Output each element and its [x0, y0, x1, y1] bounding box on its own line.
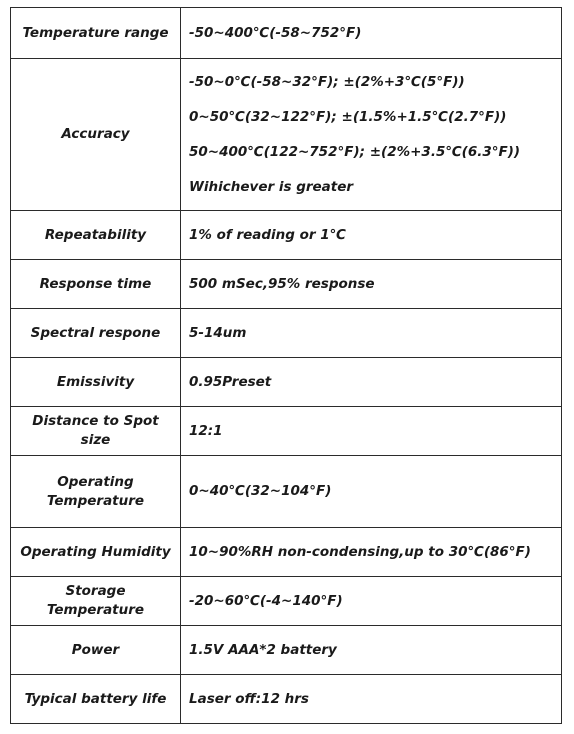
row-label-response-time: Response time — [11, 260, 181, 309]
accuracy-line: Wihichever is greater — [189, 178, 354, 195]
table-row — [11, 260, 562, 309]
row-value-repeatability: 1% of reading or 1℃ — [181, 211, 562, 260]
row-label-storage-temperature: Storage Temperature — [11, 577, 181, 626]
row-value-storage-temperature: -20~60℃(-4~140°F) — [181, 577, 562, 626]
row-label-distance-to-spot: Distance to Spot size — [11, 407, 181, 456]
table-row — [11, 211, 562, 260]
specifications-table — [10, 7, 562, 724]
row-label-spectral-response: Spectral respone — [11, 309, 181, 358]
table-row — [11, 456, 562, 528]
accuracy-line: 50~400℃(122~752°F); ±(2%+3.5℃(6.3°F)) — [189, 143, 521, 160]
table-row — [11, 675, 562, 724]
row-value-emissivity: 0.95Preset — [181, 358, 562, 407]
row-value-distance-to-spot: 12:1 — [181, 407, 562, 456]
row-value-battery-life: Laser off:12 hrs — [181, 675, 562, 724]
accuracy-line: 0~50℃(32~122°F); ±(1.5%+1.5℃(2.7°F)) — [189, 108, 507, 125]
table-row — [11, 8, 562, 59]
table-row — [11, 309, 562, 358]
row-label-accuracy: Accuracy — [11, 59, 181, 211]
accuracy-line: -50~0℃(-58~32°F); ±(2%+3℃(5°F)) — [189, 73, 465, 90]
row-value-spectral-response: 5-14um — [181, 309, 562, 358]
row-label-operating-temperature — [11, 456, 181, 528]
row-label-operating-humidity: Operating Humidity — [11, 528, 181, 577]
label-line: Temperature — [46, 492, 145, 509]
row-value-response-time: 500 mSec,95% response — [181, 260, 562, 309]
table-row — [11, 528, 562, 577]
row-value-operating-humidity: 10~90%RH non-condensing,up to 30℃(86°F) — [181, 528, 562, 577]
table-row — [11, 577, 562, 626]
table-row — [11, 358, 562, 407]
row-value-power: 1.5V AAA*2 battery — [181, 626, 562, 675]
row-value-temperature-range: -50~400℃(-58~752°F) — [181, 8, 562, 59]
row-label-power: Power — [11, 626, 181, 675]
table-row — [11, 59, 562, 211]
row-label-temperature-range: Temperature range — [11, 8, 181, 59]
row-value-accuracy — [181, 59, 562, 211]
row-value-operating-temperature: 0~40℃(32~104°F) — [181, 456, 562, 528]
row-label-emissivity: Emissivity — [11, 358, 181, 407]
label-line: Operating — [57, 473, 134, 490]
table-row — [11, 407, 562, 456]
row-label-battery-life: Typical battery life — [11, 675, 181, 724]
table-row — [11, 626, 562, 675]
row-label-repeatability: Repeatability — [11, 211, 181, 260]
